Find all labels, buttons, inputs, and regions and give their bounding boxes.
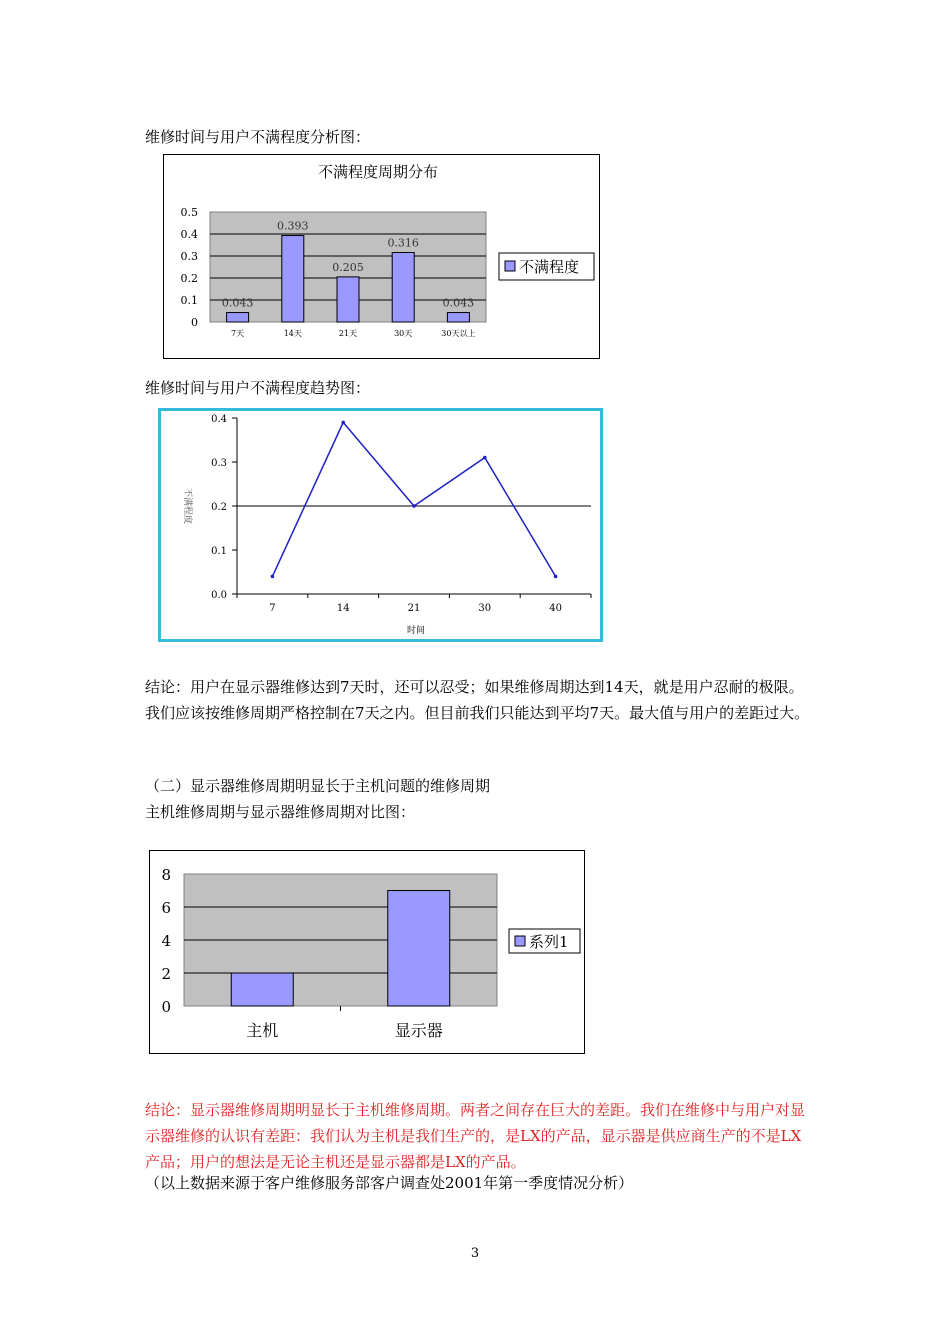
section-heading: （二）显示器维修周期明显长于主机问题的维修周期: [145, 777, 491, 795]
chart2-ytick-label: 0.2: [211, 502, 227, 513]
chart2-point: [483, 456, 487, 460]
chart1-bar: [392, 252, 414, 322]
chart1-ytick-label: 0: [191, 316, 198, 329]
chart3-legend-label: 系列1: [529, 933, 569, 951]
chart2-ytick-label: 0.1: [211, 546, 227, 557]
chart3-ytick-label: 6: [161, 899, 171, 917]
chart1-data-label: 0.205: [332, 260, 364, 274]
chart2-point: [412, 504, 416, 508]
chart3-xtick-label: 显示器: [394, 1021, 443, 1040]
chart3-ytick-label: 4: [161, 932, 171, 950]
chart2-ytick-label: 0.3: [211, 458, 227, 469]
chart3-xtick-label: 主机: [246, 1021, 279, 1040]
chart2-xtick-label: 30: [478, 603, 492, 614]
chart1-data-label: 0.393: [277, 219, 309, 233]
chart1-xtick-label: 21天: [338, 329, 358, 338]
chart2-y-label: 不满程度: [182, 487, 192, 525]
line-chart-2: [158, 408, 603, 642]
chart1-xtick-label: 14天: [283, 329, 302, 338]
conclusion-2: 结论：显示器维修周期明显长于主机维修周期。两者之间存在巨大的差距。我们在维修中与用户对显示器维修的认识有差距：我们认为主机是我们生产的，是LX的产品，显示器是供应商生产的不是LX产品；用户的想法是无论主机还是显示器都是LX的产品。: [145, 1101, 806, 1171]
chart1-ytick-label: 0.3: [180, 250, 198, 263]
chart2-xtick-label: 21: [407, 603, 421, 614]
chart3-bar: [388, 891, 450, 1007]
chart-dissatisfaction-distribution: [163, 154, 600, 363]
chart-dissatisfaction-trend: [158, 408, 603, 646]
chart2-xtick-label: 40: [549, 603, 562, 614]
chart2-point: [341, 421, 345, 425]
chart2-ytick-label: 0.0: [211, 590, 227, 601]
chart3-caption: 主机维修周期与显示器维修周期对比图：: [145, 803, 416, 821]
chart1-legend-label: 不满程度: [519, 258, 580, 276]
chart1-legend-swatch: [505, 261, 515, 271]
chart1-ytick-label: 0.4: [180, 228, 198, 241]
chart1-ytick-label: 0.5: [180, 206, 198, 219]
bar-chart-1: [163, 154, 600, 359]
page-number: 3: [470, 1246, 480, 1261]
chart2-xtick-label: 14: [336, 603, 350, 614]
chart1-xtick-label: 30天以上: [441, 329, 476, 338]
chart3-ytick-label: 0: [161, 998, 171, 1016]
chart1-ytick-label: 0.2: [180, 272, 198, 285]
chart1-bar: [282, 236, 304, 322]
chart1-data-label: 0.043: [221, 296, 254, 310]
chart1-xtick-label: 30天: [394, 329, 413, 338]
chart2-ytick-label: 0.4: [211, 414, 227, 425]
chart2-caption: 维修时间与用户不满程度趋势图：: [145, 379, 371, 397]
chart3-ytick-label: 2: [161, 965, 171, 983]
chart1-data-label: 0.316: [387, 236, 419, 250]
chart1-caption: 维修时间与用户不满程度分析图：: [145, 128, 371, 146]
source-note: （以上数据来源于客户维修服务部客户调查处2001年第一季度情况分析）: [145, 1174, 634, 1192]
chart2-point: [271, 575, 275, 579]
chart2-frame: [160, 410, 602, 641]
chart-host-vs-monitor: [149, 850, 585, 1059]
conclusion-1: 结论：用户在显示器维修达到7天时，还可以忍受；如果维修周期达到14天，就是用户忍耐的极限。我们应该按维修周期严格控制在7天之内。但目前我们只能达到平均7天。最大值与用户的差距过大。: [145, 678, 810, 722]
chart1-bar: [227, 313, 249, 322]
chart1-bar: [337, 277, 359, 322]
chart1-data-label: 0.043: [442, 296, 475, 310]
chart3-ytick-label: 8: [161, 866, 171, 884]
chart2-xtick-label: 7: [269, 603, 276, 614]
chart1-title: 不满程度周期分布: [317, 163, 439, 181]
chart1-bar: [447, 313, 469, 322]
chart1-xtick-label: 7天: [231, 329, 245, 338]
bar-chart-3: [149, 850, 585, 1055]
chart3-legend-swatch: [515, 936, 525, 946]
chart2-point: [554, 575, 558, 579]
chart3-bar: [231, 973, 293, 1006]
chart2-x-label: 时间: [406, 626, 426, 636]
chart1-ytick-label: 0.1: [180, 294, 198, 307]
